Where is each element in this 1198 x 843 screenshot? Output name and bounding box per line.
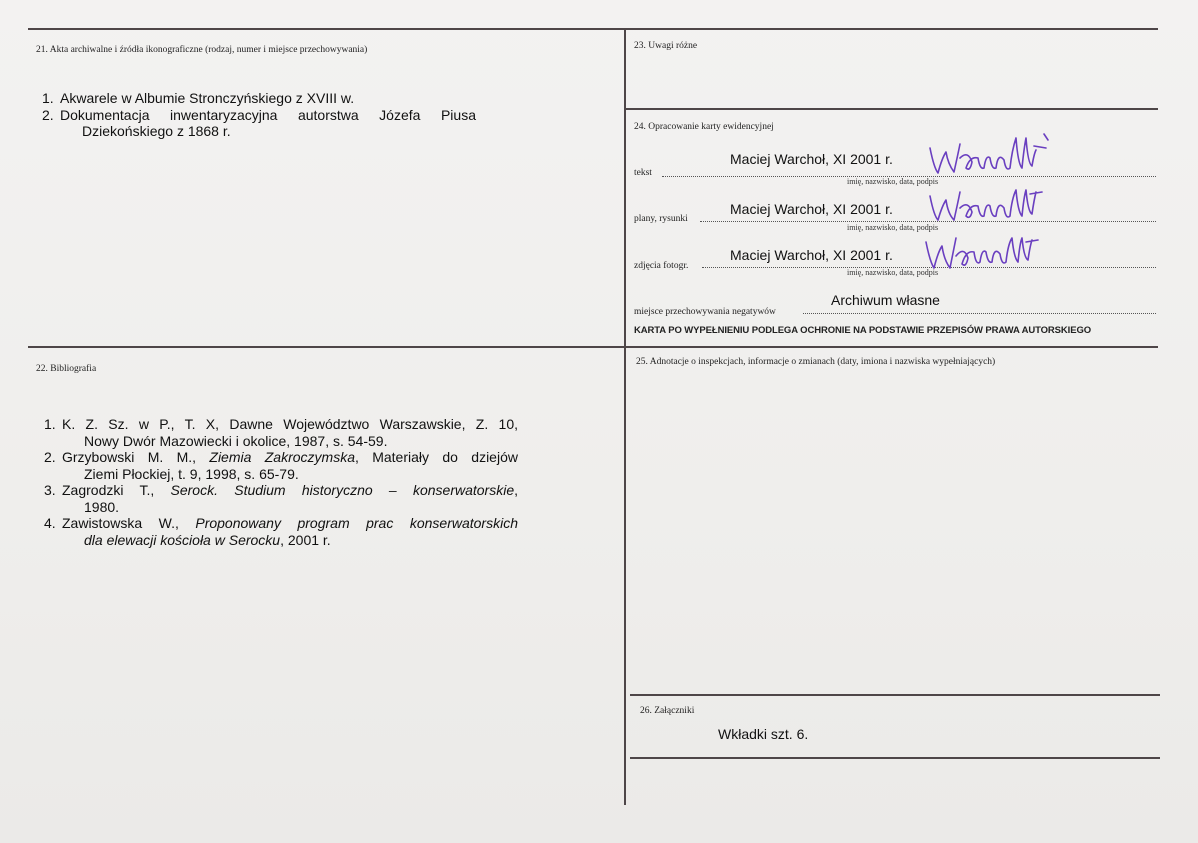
negatives-value: Archiwum własne [831,292,940,308]
plans-author-value: Maciej Warchoł, XI 2001 r. [730,201,893,217]
section-25-label: 25. Adnotacje o inspekcjach, informacje o zmianach (daty, imiona i nazwiska wypełniających) [636,357,996,367]
text-author-hint: imię, nazwisko, data, podpis [847,177,939,186]
text-author-label: tekst [634,168,652,178]
section-23-label: 23. Uwagi różne [634,41,698,51]
list-item: 1. K. Z. Sz. w P., T. X, Dawne Województwo Warszawskie, Z. 10, Nowy Dwór Mazowiecki i okolice, 1987, s. 54-59. [44,416,518,449]
rule-23-24 [625,108,1158,110]
bottom-rule-26 [630,757,1160,759]
section-24-label: 24. Opracowanie karty ewidencyjnej [634,122,774,132]
negatives-label: miejsce przechowywania negatywów [634,307,776,317]
list-item: 2. Grzybowski M. M., Ziemia Zakroczymska, Materiały do dziejów Ziemi Płockiej, t. 9, 1998, s. 65-79. [44,449,518,482]
plans-author-label: plany, rysunki [634,214,688,224]
attachments-value: Wkładki szt. 6. [718,726,809,742]
photos-author-hint: imię, nazwisko, data, podpis [847,268,939,277]
section-22-label: 22. Bibliografia [36,364,97,374]
negatives-field [803,313,1156,314]
copyright-notice: KARTA PO WYPEŁNIENIU PODLEGA OCHRONIE NA PODSTAWIE PRZEPISÓW PRAWA AUTORSKIEGO [634,325,1092,336]
list-item: 2. Dokumentacja inwentaryzacyjna autorstwa Józefa Piusa Dziekońskiego z 1868 r. [42,106,476,139]
bibliography-list [40,416,518,548]
list-item: 1. Akwarele w Albumie Stronczyńskiego z XVIII w. [42,90,355,106]
photos-author-value: Maciej Warchoł, XI 2001 r. [730,247,893,263]
signature-3-icon [922,232,1042,274]
archival-list [38,90,476,140]
list-item: 4. Zawistowska W., Proponowany program prac konserwatorskich dla elewacji kościoła w Serocku, 2001 r. [44,515,518,548]
signature-2-icon [926,186,1046,226]
middle-rule [28,346,1158,348]
section-26-label: 26. Załączniki [640,706,695,716]
plans-author-hint: imię, nazwisko, data, podpis [847,223,939,232]
text-author-value: Maciej Warchoł, XI 2001 r. [730,151,893,167]
section-21-label: 21. Akta archiwalne i źródła ikonograficzne (rodzaj, numer i miejsce przechowywania) [36,45,368,55]
center-divider [624,29,626,805]
list-item: 3. Zagrodzki T., Serock. Studium historyczno – konserwatorskie, 1980. [44,482,518,515]
top-rule [28,28,1158,30]
photos-author-label: zdjęcia fotogr. [634,261,689,271]
rule-25-26 [630,694,1160,696]
signature-1-icon [926,128,1056,178]
